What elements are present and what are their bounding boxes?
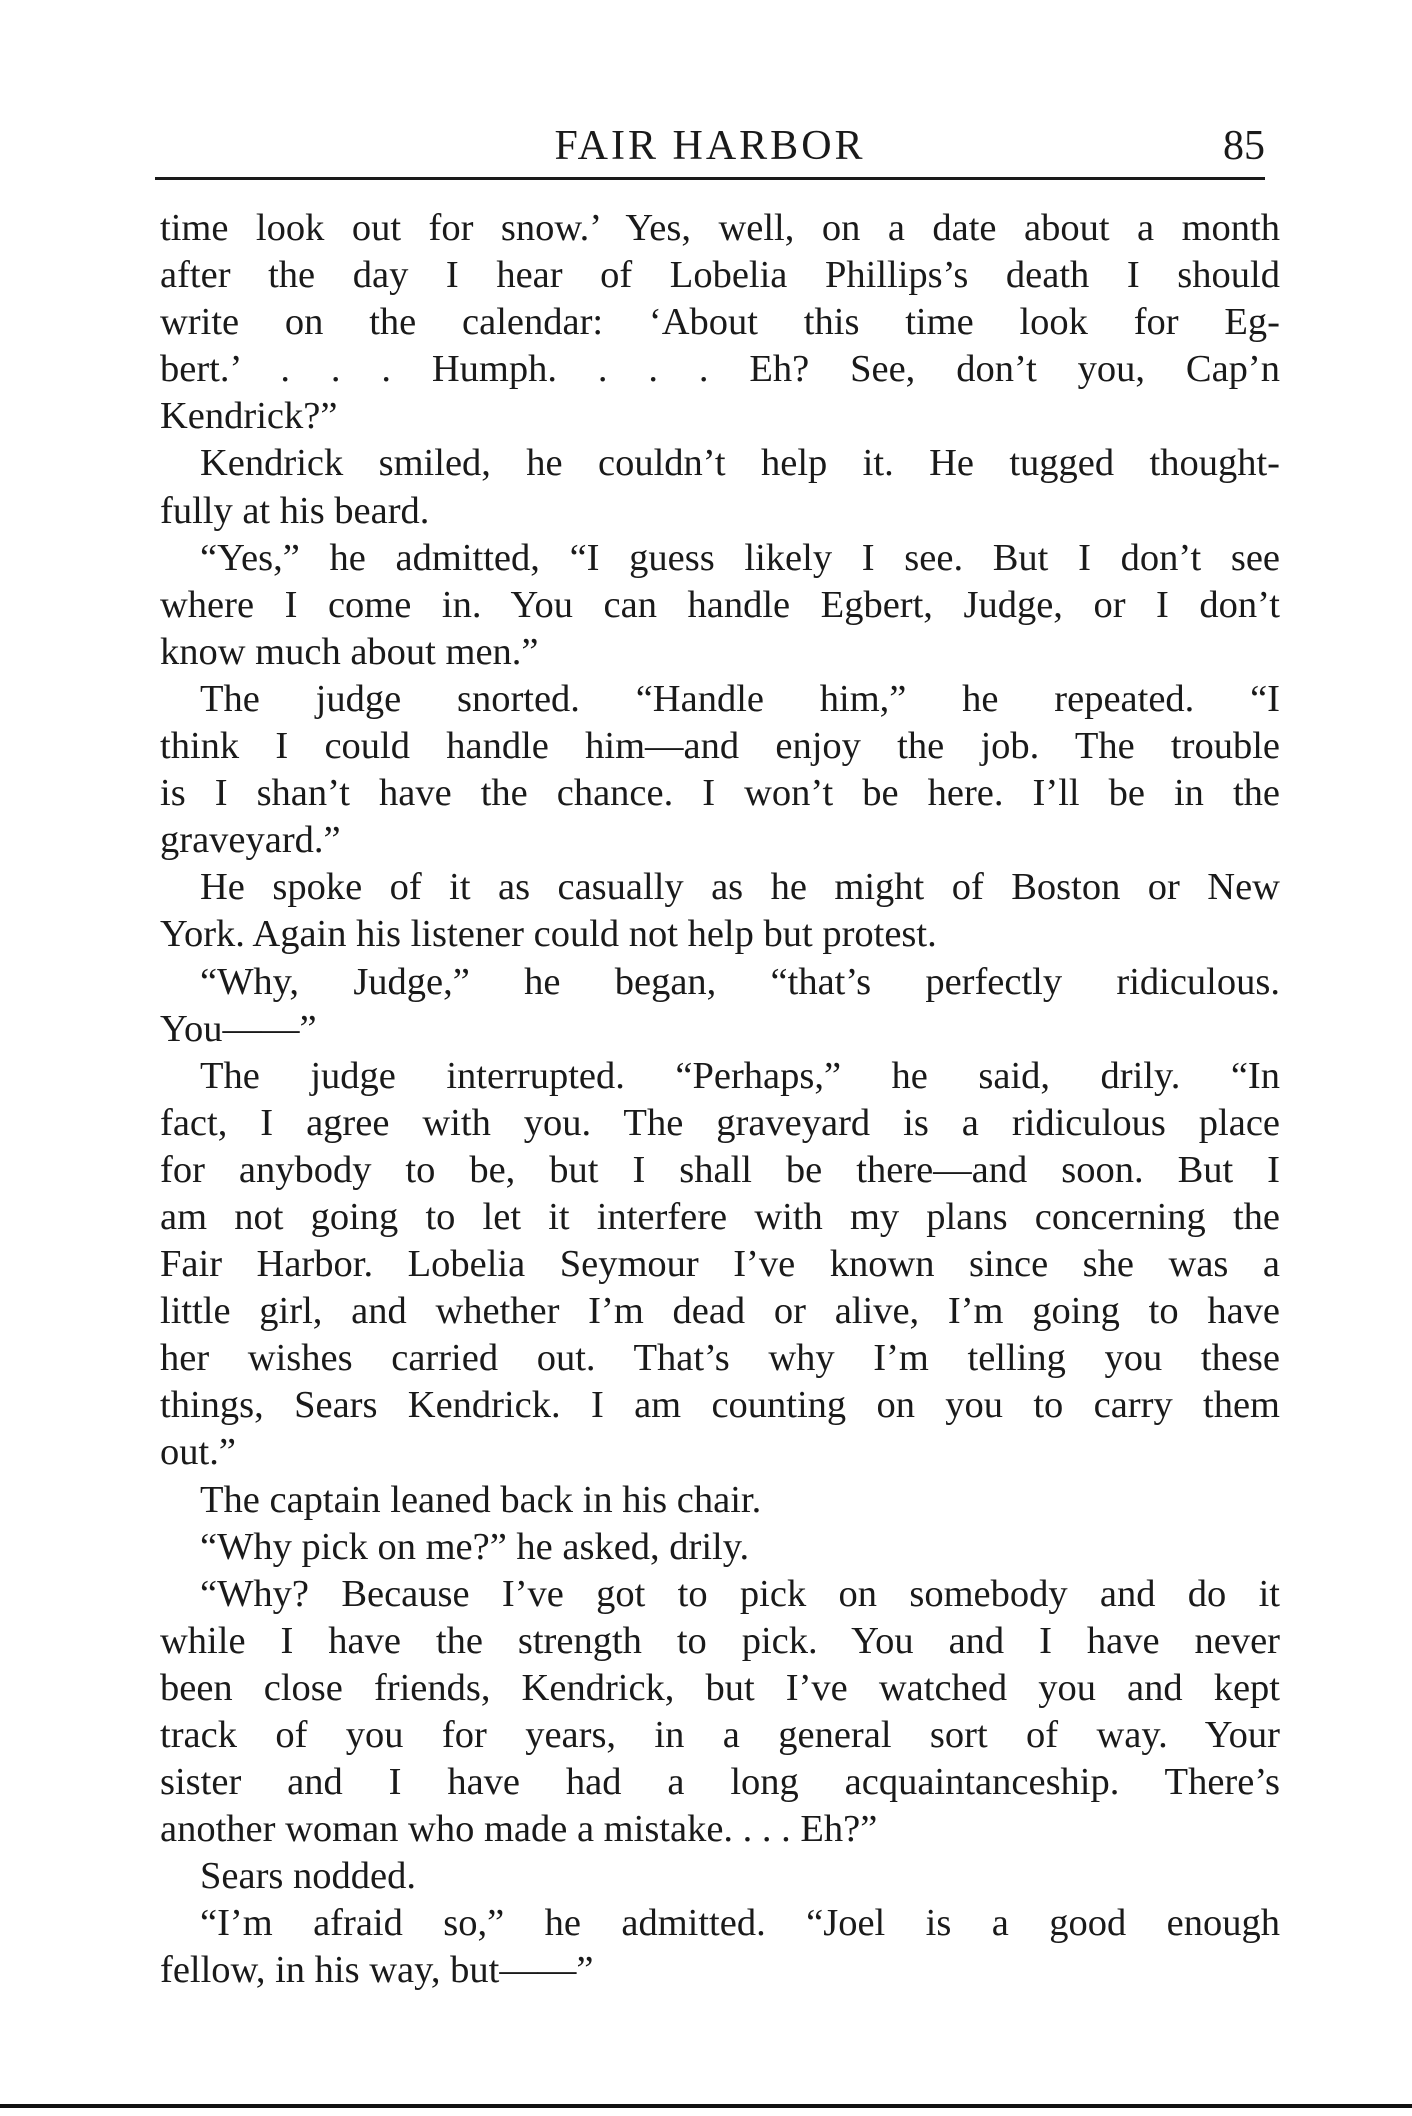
text-line: “Why, Judge,” he began, “that’s perfectly ridiculous. [200,960,1280,1003]
text-line: Kendrick?” [160,395,338,438]
text-line: where I come in. You can handle Egbert, Judge, or I don’t [160,583,1280,626]
text-line: “Why pick on me?” he asked, drily. [200,1525,750,1568]
text-line: Kendrick smiled, he couldn’t help it. He tugged thought- [200,442,1280,485]
text-line: “Yes,” he admitted, “I guess likely I see. But I don’t see [200,536,1280,579]
text-line: been close friends, Kendrick, but I’ve watched you and kept [160,1666,1280,1709]
text-line: out.” [160,1431,236,1474]
text-line: know much about men.” [160,630,539,673]
text-line: You——” [160,1007,317,1050]
running-head [155,122,1265,174]
text-line: write on the calendar: ‘About this time look for Eg- [160,301,1280,344]
page-number: 85 [1223,123,1265,169]
text-line: graveyard.” [160,819,341,862]
header-rule [155,177,1265,180]
text-line: is I shan’t have the chance. I won’t be here. I’ll be in the [160,772,1280,815]
running-title: FAIR HARBOR [554,123,866,169]
text-line: He spoke of it as casually as he might of Boston or New [200,866,1280,909]
text-line: am not going to let it interfere with my plans concerning the [160,1195,1280,1238]
text-line: things, Sears Kendrick. I am counting on you to carry them [160,1384,1280,1427]
text-line: little girl, and whether I’m dead or alive, I’m going to have [160,1290,1280,1333]
text-line: The captain leaned back in his chair. [200,1478,762,1521]
text-line: “Why? Because I’ve got to pick on somebody and do it [200,1572,1280,1615]
text-line: The judge interrupted. “Perhaps,” he said, drily. “In [200,1054,1280,1097]
text-line: fully at his beard. [160,489,430,532]
text-line: another woman who made a mistake. . . . Eh?” [160,1808,878,1851]
text-line: The judge snorted. “Handle him,” he repeated. “I [200,677,1280,720]
body-text [160,205,1280,1995]
text-line: York. Again his listener could not help but protest. [160,913,937,956]
text-line: for anybody to be, but I shall be there—and soon. But I [160,1148,1280,1191]
text-line: Fair Harbor. Lobelia Seymour I’ve known since she was a [160,1243,1280,1286]
text-line: time look out for snow.’ Yes, well, on a date about a month [160,207,1280,249]
text-line: bert.’ . . . Humph. . . . Eh? See, don’t you, Cap’n [160,348,1280,391]
text-line: fellow, in his way, but——” [160,1949,594,1992]
text-line: think I could handle him—and enjoy the job. The trouble [160,725,1280,768]
text-line: while I have the strength to pick. You and I have never [160,1619,1280,1662]
text-line: her wishes carried out. That’s why I’m telling you these [160,1337,1280,1380]
text-line: track of you for years, in a general sort of way. Your [160,1714,1280,1756]
bottom-edge-rule [0,2104,1412,2108]
text-line: fact, I agree with you. The graveyard is a ridiculous place [160,1101,1280,1144]
text-line: sister and I have had a long acquaintanceship. There’s [160,1761,1280,1804]
text-line: after the day I hear of Lobelia Phillips’s death I should [160,254,1280,297]
text-line: Sears nodded. [200,1855,416,1898]
text-line: “I’m afraid so,” he admitted. “Joel is a good enough [200,1902,1280,1945]
